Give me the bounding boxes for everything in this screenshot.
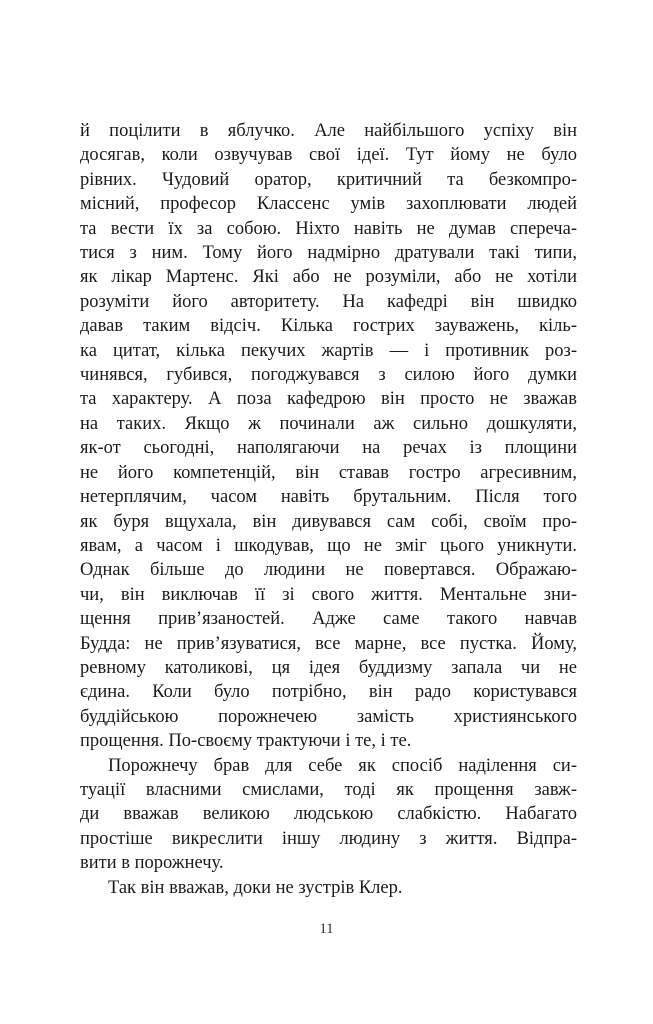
- text-line: явам, а часом і шкодував, що не зміг цього уникнути.: [80, 535, 577, 556]
- text-line: Порожнечу брав для себе як спосіб наділення си-: [108, 755, 577, 776]
- text-line: як буря вщухала, він дивувався сам собі, своїм про-: [80, 511, 577, 532]
- text-line: буддійською порожнечею замість християнського: [80, 706, 577, 727]
- text-line: й поцілити в яблучко. Але найбільшого успіху він: [80, 121, 577, 141]
- text-line: ревному католикові, ця ідея буддизму запала чи не: [80, 657, 577, 678]
- text-line: рівних. Чудовий оратор, критичний та безкомпро-: [80, 169, 577, 190]
- text-line: Так він вважав, доки не зустрів Клер.: [108, 877, 403, 898]
- text-line: ди вважав великою людською слабкістю. Набагато: [80, 804, 577, 825]
- text-line: розуміти його авторитету. На кафедрі він швидко: [80, 291, 577, 312]
- text-line: та вести їх за собою. Ніхто навіть не думав спереча-: [80, 218, 577, 239]
- text-line: чи, він виключав її зі свого життя. Ментальне зни-: [80, 584, 577, 605]
- text-line: прощення. По-своєму трактуючи і те, і те.: [80, 731, 412, 752]
- text-line: тися з ним. Тому його надмірно дратували такі типи,: [80, 243, 577, 264]
- text-line: ка цитат, кілька пекучих жартів — і противник роз-: [80, 340, 577, 361]
- text-line: щення прив’язаностей. Адже саме такого навчав: [80, 609, 577, 630]
- text-line: та характеру. А поза кафедрою він просто не зважав: [80, 389, 577, 410]
- text-line: нетерплячим, часом навіть брутальним. Після того: [80, 487, 577, 508]
- text-line: як-от сьогодні, наполягаючи на речах із площини: [80, 438, 577, 459]
- text-line: як лікар Мартенс. Які або не розуміли, або не хотіли: [80, 267, 577, 288]
- text-line: досягав, коли озвучував свої ідеї. Тут йому не було: [80, 145, 577, 166]
- text-line: давав таким відсіч. Кілька гострих зауважень, кіль-: [80, 316, 577, 337]
- text-line: на таких. Якщо ж починали аж сильно дошкуляти,: [80, 413, 577, 434]
- text-line: вити в порожнечу.: [80, 853, 224, 874]
- page-text: [80, 119, 577, 900]
- text-line: Будда: не прив’язуватися, все марне, все пустка. Йому,: [80, 633, 577, 654]
- page-number: 11: [319, 921, 334, 937]
- text-line: простіше викреслити іншу людину з життя. Відпра-: [80, 828, 577, 849]
- text-line: єдина. Коли було потрібно, він радо користувався: [80, 682, 577, 703]
- text-line: Однак більше до людини не повертався. Ображаю-: [80, 560, 577, 581]
- text-line: чинявся, губився, погоджувався з силою його думки: [80, 365, 577, 386]
- text-line: місний, професор Классенс умів захоплювати людей: [80, 194, 577, 215]
- text-line: туації власними смислами, тоді як прощення завж-: [80, 779, 577, 800]
- text-line: не його компетенцій, він ставав гостро агресивним,: [80, 462, 577, 483]
